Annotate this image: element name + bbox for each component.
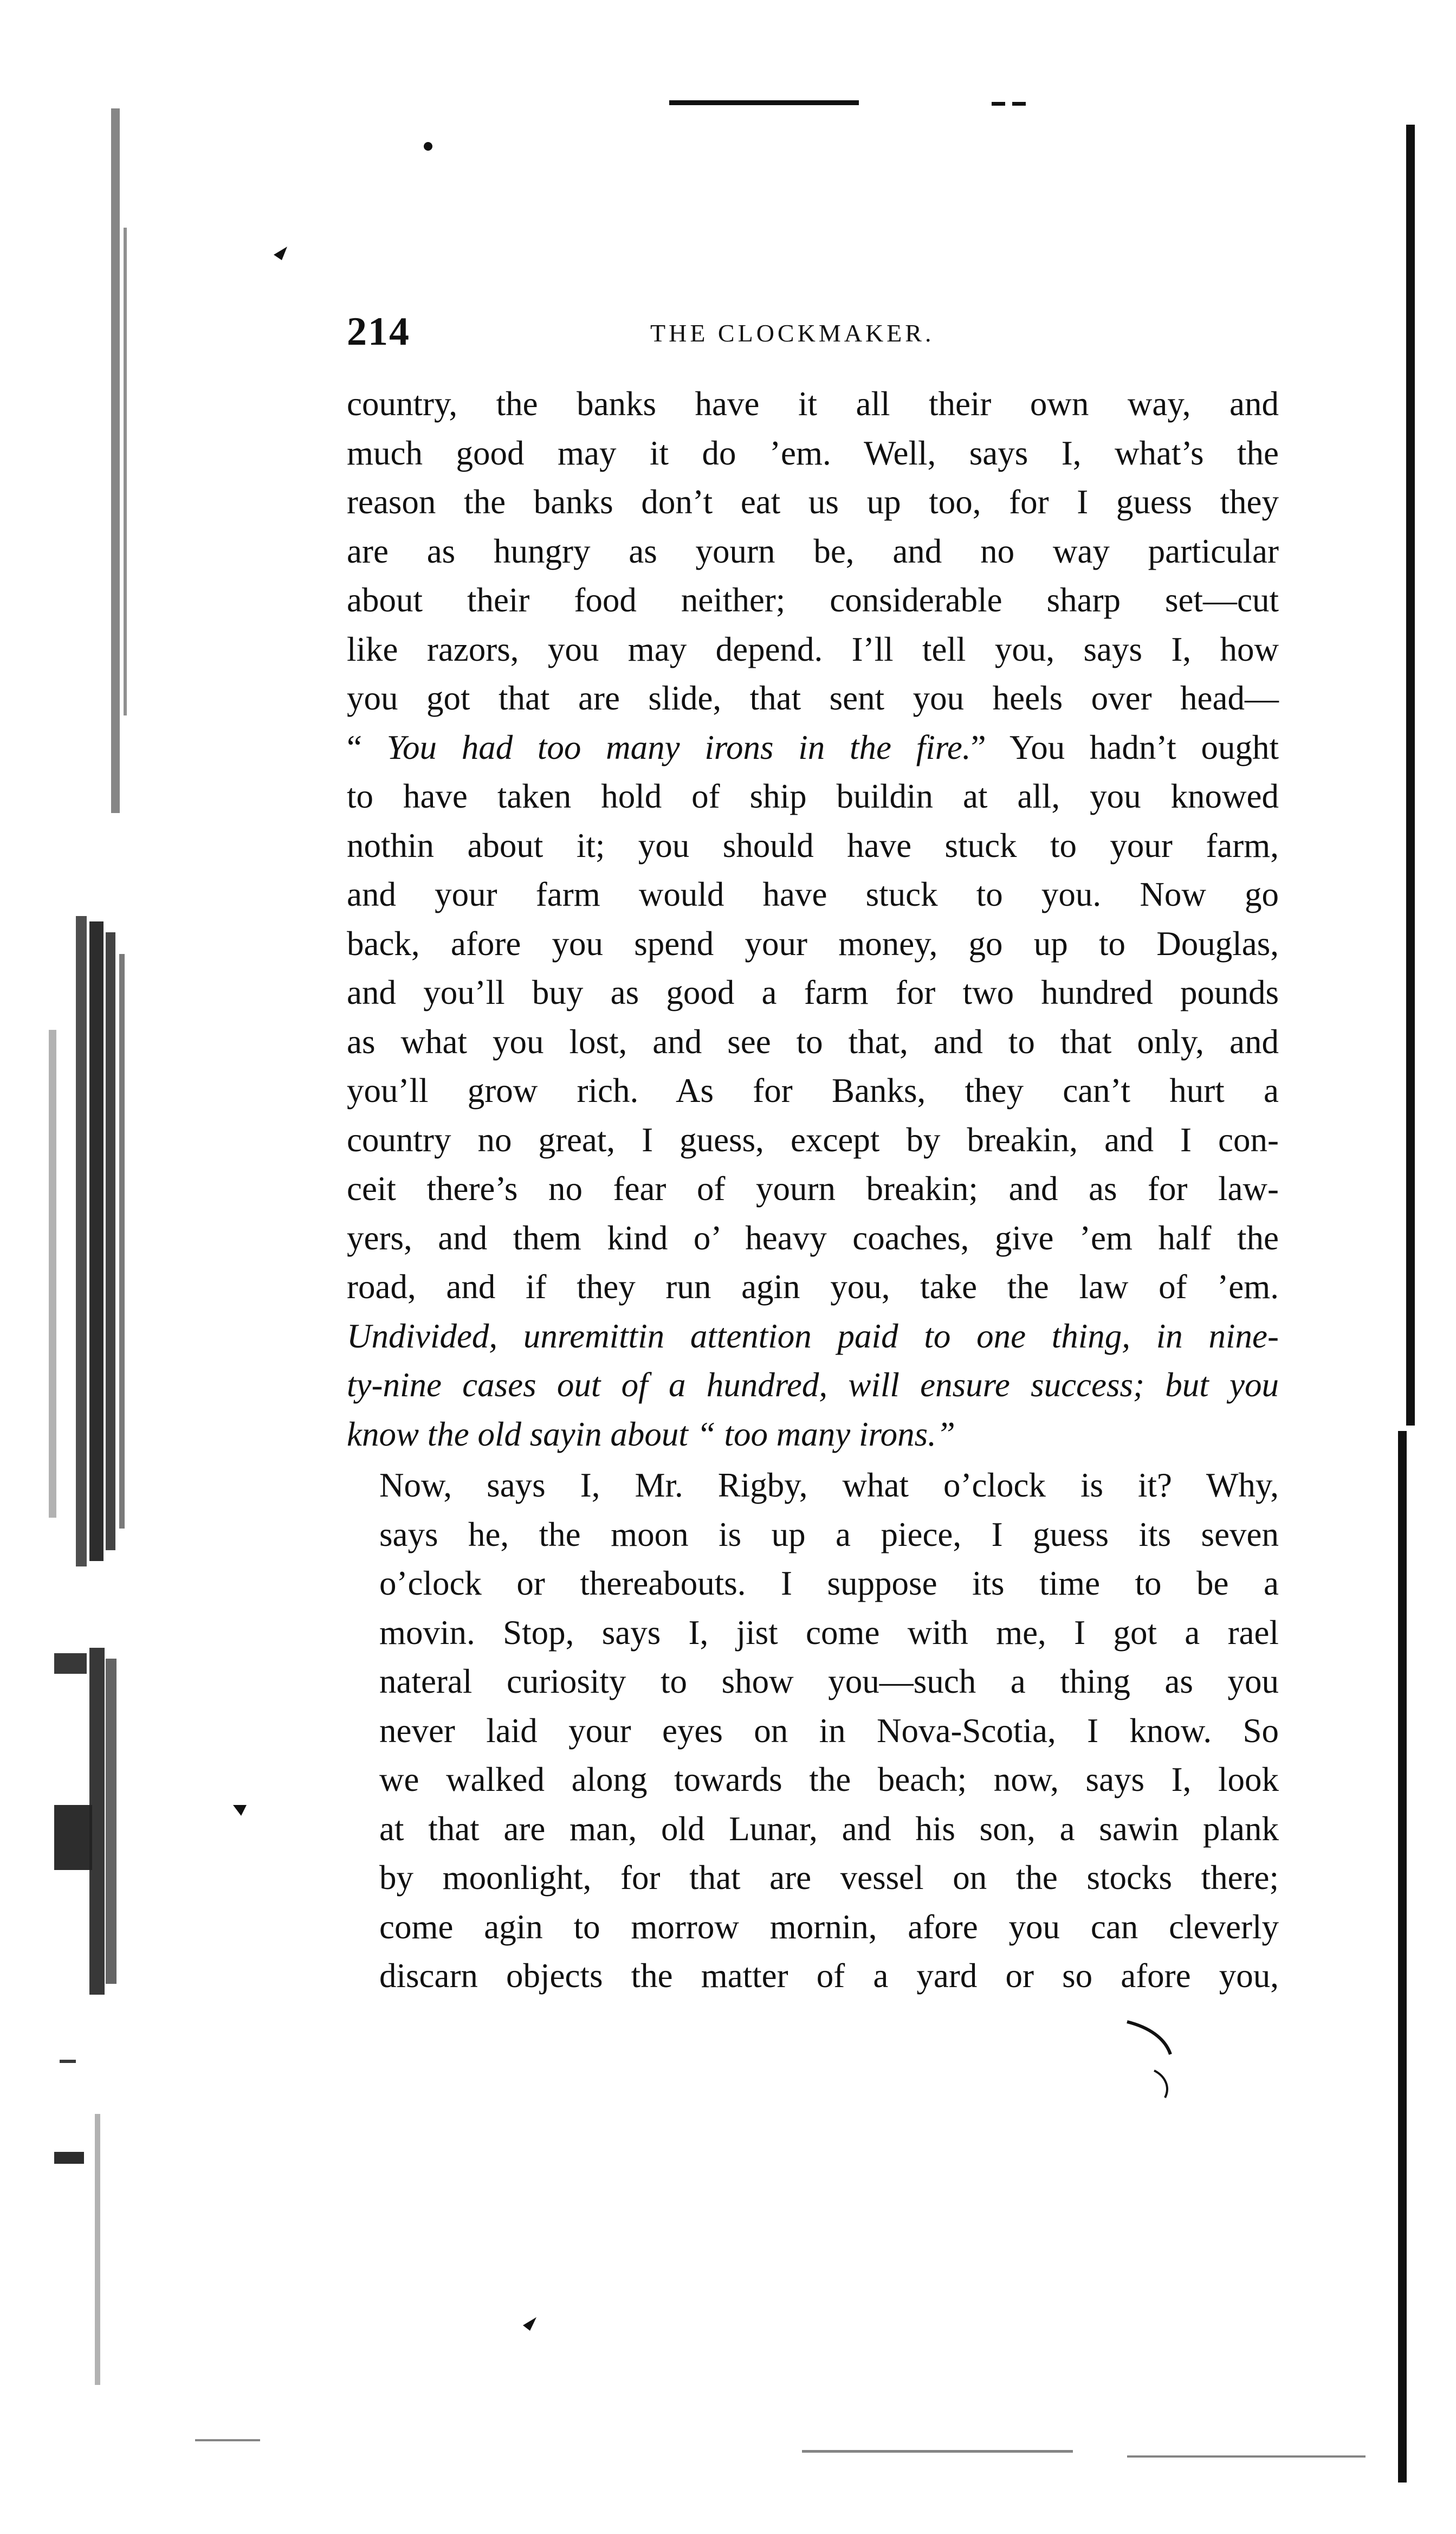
page-number: 214: [347, 310, 410, 354]
text-line-italic: ty-nine cases out of a hundred, will ensure success; but you: [347, 1366, 1279, 1404]
top-rule-short-2: [1012, 102, 1026, 106]
text-line: come agin to morrow mornin, afore you can cleverly: [379, 1907, 1279, 1946]
text-line: you’ll grow rich. As for Banks, they can’t hurt a: [347, 1072, 1279, 1110]
text-line: by moonlight, for that are vessel on the stocks there;: [379, 1859, 1279, 1897]
text-line: Now, says I, Mr. Rigby, what o’clock is it? Why,: [379, 1466, 1279, 1504]
text-line: movin. Stop, says I, jist come with me, I got a rael: [379, 1613, 1279, 1652]
text-line: about their food neither; considerable sharp set—cut: [347, 581, 1279, 619]
text-line: road, and if they run agin you, take the law of ’em.: [347, 1268, 1279, 1306]
text-line: are as hungry as yourn be, and no way particular: [347, 532, 1279, 570]
text-line: as what you lost, and see to that, and to that only, and: [347, 1022, 1279, 1061]
text-line: and your farm would have stuck to you. Now go: [347, 875, 1279, 913]
text-line: much good may it do ’em. Well, says I, what’s the: [347, 434, 1279, 472]
stray-mark-2: [233, 1805, 247, 1816]
text-line: like razors, you may depend. I’ll tell you, says I, how: [347, 630, 1279, 668]
top-rule-long: [669, 100, 859, 105]
text-line: “ You had too many irons in the fire.” You hadn’t ought: [347, 728, 1279, 766]
body-text: [347, 379, 1279, 2001]
text-line: back, afore you spend your money, go up to Douglas,: [347, 924, 1279, 963]
right-binding-edge-lower: [1398, 1431, 1407, 2483]
text-line: nateral curiosity to show you—such a thing as you: [379, 1662, 1279, 1700]
text-line-italic: Undivided, unremittin attention paid to one thing, in nine-: [347, 1317, 1279, 1355]
text-line: country no great, I guess, except by breakin, and I con-: [347, 1120, 1279, 1159]
text-line: never laid your eyes on in Nova-Scotia, I know. So: [379, 1711, 1279, 1750]
text-line: says he, the moon is up a piece, I guess its seven: [379, 1515, 1279, 1553]
paragraph-2: [347, 1461, 1279, 2001]
text-line: we walked along towards the beach; now, says I, look: [379, 1761, 1279, 1798]
running-head: THE CLOCKMAKER.: [650, 319, 935, 347]
right-binding-edge-upper: [1406, 125, 1415, 1426]
text-line: reason the banks don’t eat us up too, for I guess they: [347, 483, 1279, 521]
ink-dot: [424, 142, 432, 151]
text-line: and you’ll buy as good a farm for two hundred pounds: [347, 973, 1279, 1011]
left-gutter-noise: [49, 108, 127, 2385]
text-line: nothin about it; you should have stuck to your farm,: [347, 826, 1279, 865]
text-line: at that are man, old Lunar, and his son, a sawin plank: [379, 1809, 1279, 1848]
text-line: discarn objects the matter of a yard or so afore you,: [379, 1957, 1279, 1995]
stray-mark-5: [523, 2317, 536, 2331]
text-line: country, the banks have it all their own way, and: [347, 385, 1279, 423]
paragraph-1: [347, 379, 1279, 1459]
bottom-speckle: [195, 2439, 1366, 2458]
text-line: ceit there’s no fear of yourn breakin; and as for law-: [347, 1170, 1279, 1208]
stray-mark-3: [1127, 2022, 1170, 2054]
text-line: yers, and them kind o’ heavy coaches, give ’em half the: [347, 1218, 1279, 1257]
italic-phrase: You had too many irons in the fire.: [386, 728, 971, 766]
text-line-italic: know the old sayin about “ too many irons.”: [347, 1415, 955, 1453]
page-header: [347, 309, 1268, 358]
stray-mark-1: [274, 247, 287, 260]
top-rule-short-1: [992, 102, 1005, 106]
text-line: o’clock or thereabouts. I suppose its time to be a: [379, 1564, 1279, 1602]
text-line: to have taken hold of ship buildin at all, you knowed: [347, 777, 1279, 815]
stray-mark-4: [1154, 2071, 1167, 2098]
text-line: you got that are slide, that sent you heels over head—: [347, 679, 1279, 717]
